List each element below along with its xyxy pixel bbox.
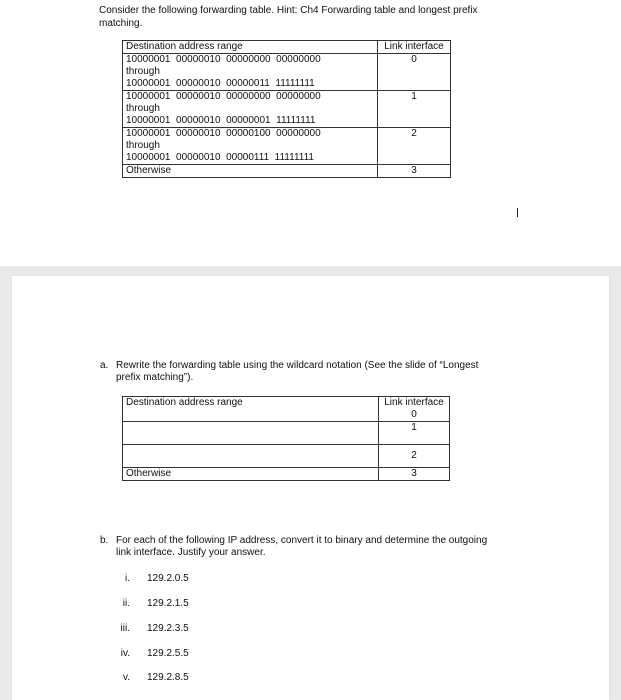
ip-address: 129.2.0.5 [147, 573, 189, 584]
list-item-number: i. [125, 573, 130, 584]
ip-address: 129.2.5.5 [147, 648, 189, 659]
table-header-row [123, 397, 450, 422]
document-page-2 [12, 276, 609, 700]
table-row [123, 468, 450, 481]
table-row [123, 445, 450, 468]
list-item-number: v. [122, 672, 130, 683]
question-b-letter: b. [100, 535, 109, 546]
link-interface-cell: 3 [379, 468, 450, 481]
destination-blank-cell[interactable] [123, 445, 379, 468]
intro-line-1: Consider the following forwarding table. Hint: Ch4 Forwarding table and longest prefix [99, 5, 478, 16]
header-link-interface-label: Link interface [384, 397, 444, 408]
header-destination: Destination address range [123, 397, 379, 422]
table-row [123, 165, 451, 178]
range-start: 10000001 00000010 00000000 00000000 [126, 91, 321, 102]
link-interface-cell: 2 [378, 128, 451, 165]
header-link-interface: Link interface [378, 41, 451, 54]
link-interface-cell: 1 [379, 422, 450, 445]
table-row [123, 54, 451, 91]
header-destination: Destination address range [123, 41, 378, 54]
text-cursor-icon [517, 208, 518, 217]
list-item [100, 623, 189, 635]
intro-paragraph [99, 4, 529, 30]
intro-line-2: matching. [99, 18, 143, 29]
range-start: 10000001 00000010 00000000 00000000 [126, 54, 321, 65]
link-interface-cell: 3 [378, 165, 451, 178]
destination-otherwise-cell [123, 165, 378, 178]
range-through: through [126, 103, 160, 114]
table-row [123, 128, 451, 165]
list-item [100, 672, 189, 684]
destination-range-cell [123, 128, 378, 165]
range-end: 10000001 00000010 00000011 11111111 [126, 78, 315, 89]
table-header-row [123, 41, 451, 54]
list-item-number: iv. [120, 648, 130, 659]
otherwise-label: Otherwise [126, 165, 172, 176]
question-b-line-2: link interface. Justify your answer. [116, 547, 266, 558]
list-item-number: iii. [120, 623, 130, 634]
destination-otherwise-cell: Otherwise [123, 468, 379, 481]
table-row [123, 91, 451, 128]
range-end: 10000001 00000010 00000111 11111111 [126, 152, 314, 163]
forwarding-table [122, 40, 451, 178]
ip-address: 129.2.3.5 [147, 623, 189, 634]
ip-address: 129.2.8.5 [147, 672, 189, 683]
destination-blank-cell[interactable] [123, 422, 379, 445]
range-end: 10000001 00000010 00000001 11111111 [126, 115, 316, 126]
list-item [100, 573, 189, 585]
range-through: through [126, 140, 160, 151]
range-start: 10000001 00000010 00000100 00000000 [126, 128, 321, 139]
range-through: through [126, 66, 160, 77]
question-a-line-1: Rewrite the forwarding table using the wildcard notation (See the slide of “Longest [116, 360, 479, 371]
question-a-line-2: prefix matching”). [116, 372, 194, 383]
table-row [123, 422, 450, 445]
link-interface-cell: 1 [378, 91, 451, 128]
question-a [100, 360, 540, 384]
link-interface-cell: 0 [378, 54, 451, 91]
question-b [100, 535, 540, 559]
list-item [100, 598, 189, 610]
list-item-number: ii. [122, 598, 130, 609]
ip-address: 129.2.1.5 [147, 598, 189, 609]
destination-range-cell [123, 54, 378, 91]
document-page-1 [0, 0, 621, 266]
wildcard-table [122, 396, 450, 481]
header-link-interface [379, 397, 450, 422]
question-b-line-1: For each of the following IP address, convert it to binary and determine the outgoing [116, 535, 488, 546]
link-interface-cell: 2 [379, 445, 450, 468]
question-a-letter: a. [100, 360, 109, 371]
destination-range-cell [123, 91, 378, 128]
link-interface-value: 0 [411, 409, 417, 420]
list-item [100, 648, 189, 660]
